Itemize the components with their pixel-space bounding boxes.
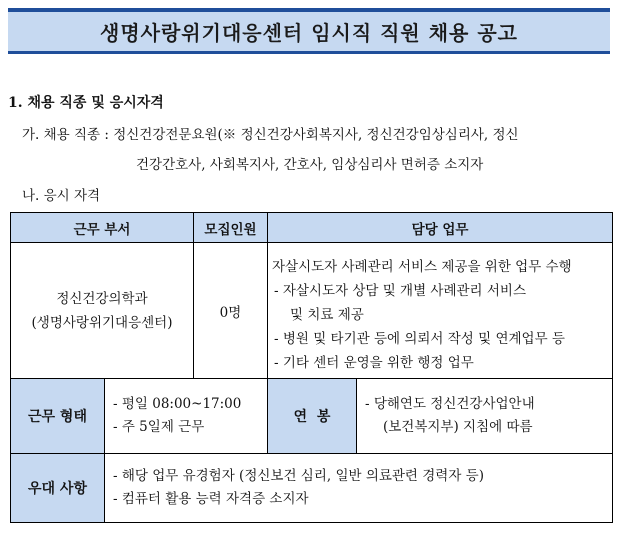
- count-cell: 0명: [194, 243, 268, 379]
- preference-line-1: - 해당 업무 유경험자 (정신보건 심리, 일반 의료관련 경력자 등): [113, 468, 484, 484]
- table-row: [11, 243, 613, 379]
- preference-label: 우대 사항: [11, 454, 105, 523]
- dept-name: 정신건강의학과: [56, 290, 148, 307]
- salary-line-2: (보건복지부) 지침에 따름: [383, 419, 533, 435]
- header-duties: 담당 업무: [268, 213, 613, 243]
- duties-lead: 자살시도자 사례관리 서비스 제공을 위한 업무 수행: [272, 259, 572, 275]
- salary-line-1: - 당해연도 정신건강사업안내: [365, 396, 535, 412]
- work-form-cell: [105, 379, 268, 454]
- header-dept: 근무 부서: [11, 213, 194, 243]
- table-header-row: [11, 213, 613, 243]
- work-days: - 주 5일제 근무: [113, 419, 205, 435]
- duties-item-2: - 병원 및 타기관 등에 의뢰서 작성 및 연계업무 등: [274, 331, 565, 347]
- header-count: 모집인원: [194, 213, 268, 243]
- page-title: 생명사랑위기대응센터 임시직 직원 채용 공고: [100, 21, 518, 45]
- title-banner: [8, 8, 610, 54]
- table-row: [11, 379, 613, 454]
- duties-item-1-continued: 및 치료 제공: [290, 307, 364, 323]
- qualification-heading: 나. 응시 자격: [22, 188, 101, 204]
- dept-subname: (생명사랑위기대응센터): [31, 314, 173, 331]
- duties-item-3: - 기타 센터 운영을 위한 행정 업무: [274, 355, 474, 371]
- duties-item-1: - 자살시도자 상담 및 개별 사례관리 서비스: [274, 283, 527, 299]
- duties-cell: [268, 243, 613, 379]
- work-form-label: 근무 형태: [11, 379, 105, 454]
- dept-cell: [11, 243, 194, 379]
- job-type-line-continued: 건강간호사, 사회복지사, 간호사, 임상심리사 면허증 소지자: [136, 157, 484, 173]
- table-row: [11, 454, 613, 523]
- salary-label: 연 봉: [268, 379, 357, 454]
- work-hours: - 평일 08:00~17:00: [113, 396, 242, 412]
- job-type-line: 가. 채용 직종 : 정신건강전문요원(※ 정신건강사회복지사, 정신건강임상심리사, 정신: [22, 127, 519, 143]
- recruitment-table: [10, 212, 613, 523]
- section-heading: 1. 채용 직종 및 응시자격: [8, 95, 164, 111]
- preference-line-2: - 컴퓨터 활용 능력 자격증 소지자: [113, 491, 309, 507]
- preference-cell: [105, 454, 613, 523]
- salary-cell: [357, 379, 613, 454]
